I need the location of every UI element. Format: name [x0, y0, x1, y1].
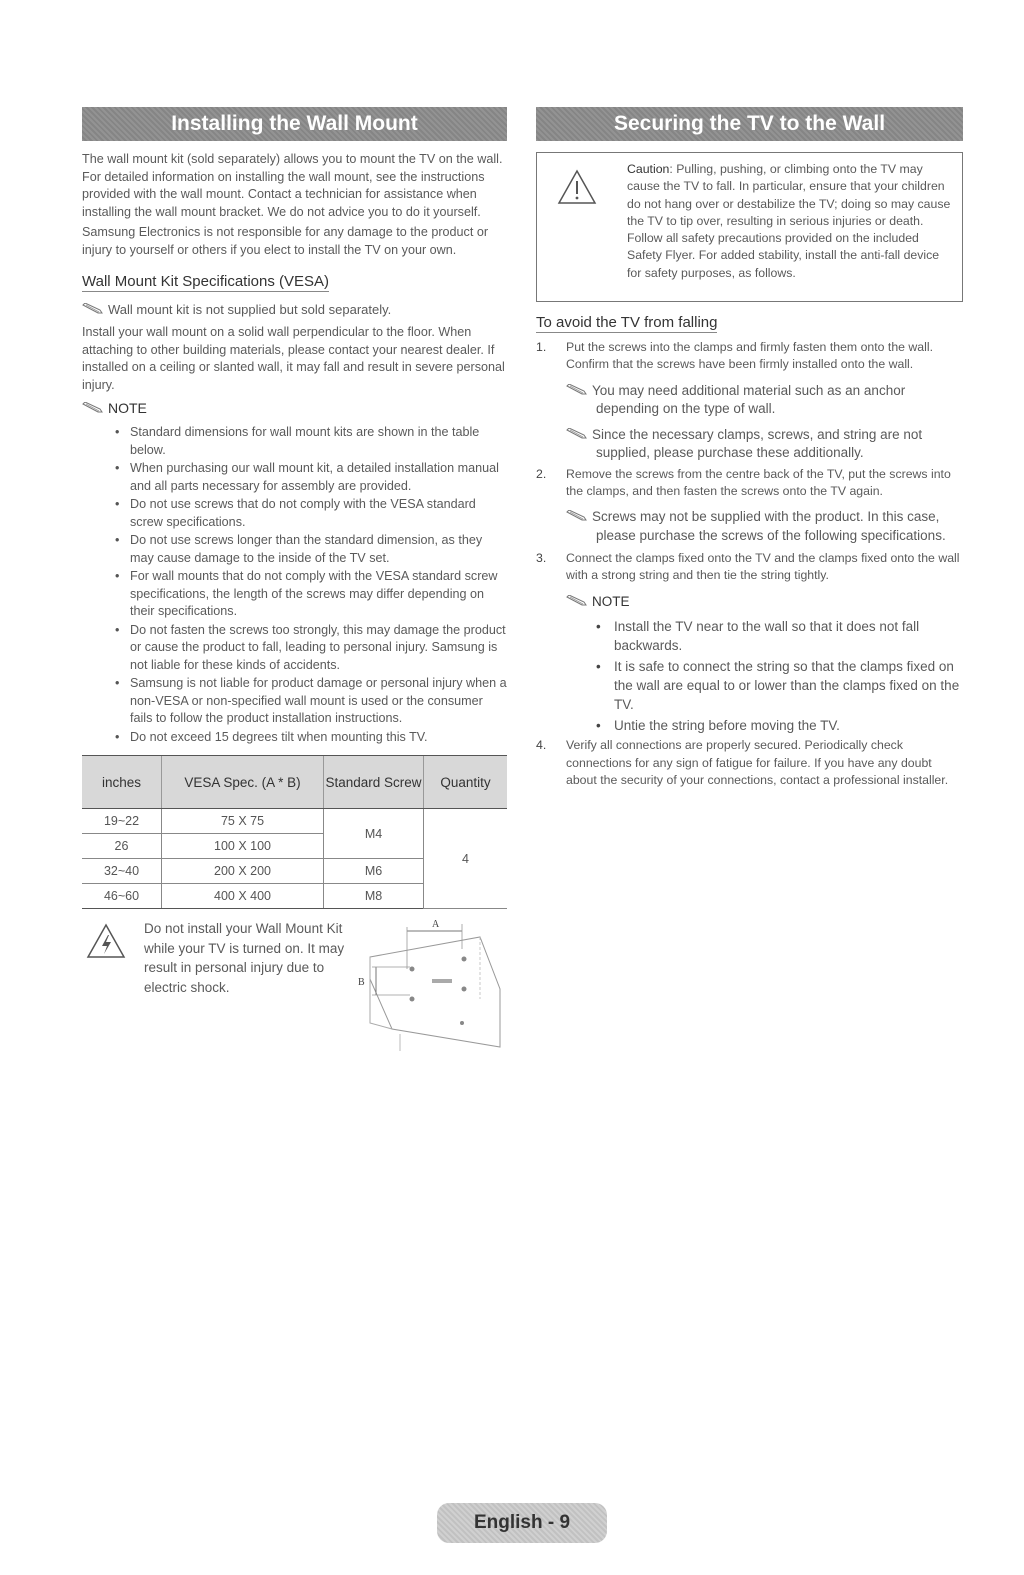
caution-box [536, 152, 963, 302]
table-cell-screw-m8: M8 [324, 884, 424, 909]
step-text: Remove the screws from the centre back of the TV, put the screws into the clamps, and then fasten the screws onto the TV again. [566, 466, 951, 498]
step-1 [536, 339, 963, 374]
note-text: You may need additional material such as an anchor depending on the type of wall. [592, 382, 906, 417]
note-pencil-icon [82, 401, 104, 418]
electric-shock-warning-icon [86, 923, 126, 964]
intro-paragraph-1: The wall mount kit (sold separately) allows you to mount the TV on the wall. For detailed information on installing the wall mount, see the instructions provided with the wall mount. Contact a technician for assistance when installing the wall mount bracket. We do not advice you to do it yourself. [82, 152, 503, 219]
note-pencil-icon [566, 427, 588, 445]
intro-paragraph-2: Samsung Electronics is not responsible for any damage to the product or injury to yourself or others if you elect to install the TV on your own. [82, 225, 489, 257]
list-item: • For wall mounts that do not comply with the VESA standard screw specifications, the length of the screws may differ depending on their specifications. [82, 568, 507, 621]
list-item: • Do not use screws that do not comply with the VESA standard screw specifications. [82, 496, 507, 531]
table-cell: 75 X 75 [162, 809, 324, 834]
table-header-inches: inches [82, 756, 162, 809]
shock-warning-block [82, 919, 507, 1069]
spec-section-title: Wall Mount Kit Specifications (VESA) [82, 273, 330, 290]
caution-paragraph [627, 161, 952, 282]
table-cell: 26 [82, 834, 162, 859]
steps-list [536, 550, 963, 585]
step-3 [536, 550, 963, 585]
diagram-label-b: B [358, 977, 365, 988]
left-column [82, 107, 507, 1069]
list-item: • When purchasing our wall mount kit, a detailed installation manual and all parts necessary for assembly are provided. [82, 460, 507, 495]
table-cell: 100 X 100 [162, 834, 324, 859]
note-text: Since the necessary clamps, screws, and string are not supplied, please purchase these additionally. [592, 426, 923, 461]
spec-bullet-list [82, 424, 507, 746]
step-text: Verify all connections are properly secured. Periodically check connections for any sign of fatigue for failure. If you have any doubt about the security of your connections, contact a professional installer. [566, 738, 949, 787]
steps-list [536, 466, 963, 501]
table-cell-quantity: 4 [424, 809, 508, 909]
section-banner-wall-mount: Installing the Wall Mount [82, 107, 507, 141]
table-header-screw: Standard Screw [324, 756, 424, 809]
table-cell: 200 X 200 [162, 859, 324, 884]
list-item: • Untie the string before moving the TV. [566, 716, 963, 735]
step-number: 1. [536, 340, 547, 354]
step-number: 4. [536, 738, 547, 753]
note-pencil-icon [566, 383, 588, 401]
table-cell: 32~40 [82, 859, 162, 884]
step2-note [566, 508, 963, 544]
caution-text: : Pulling, pushing, or climbing onto the TV may cause the TV to fall. In particular, ensure that your children do not hang over or destabilize the TV; doing so may cause the TV to tip over, resulting in serious injuries or death. Follow all safety precautions provided on the included Safety Flyer. For added stability, install the anti-fall device for safety purposes, as follows. [627, 162, 951, 280]
right-column [536, 107, 963, 789]
spec-note [82, 301, 507, 319]
list-item: • Standard dimensions for wall mount kits are shown in the table below. [82, 424, 507, 459]
list-item: • Do not use screws longer than the standard dimension, as they may cause damage to the inside of the TV set. [82, 532, 507, 567]
note-label: NOTE [108, 400, 147, 416]
wall-mount-diagram [352, 919, 502, 1059]
note-pencil-icon [566, 594, 588, 612]
table-header-vesa: VESA Spec. (A * B) [162, 756, 324, 809]
page-number-badge: English - 9 [437, 1503, 607, 1543]
table-header-row [82, 756, 507, 809]
spec-note-text: Wall mount kit is not supplied but sold separately. [108, 302, 392, 317]
table-header-quantity: Quantity [424, 756, 508, 809]
table-cell: 400 X 400 [162, 884, 324, 909]
diagram-label-a: A [432, 919, 440, 930]
steps-list [536, 339, 963, 374]
caution-warning-icon [557, 169, 597, 210]
spec-paragraph: Install your wall mount on a solid wall perpendicular to the floor. When attaching to other building materials, please contact your nearest dealer. If installed on a ceiling or slanted wall, it may fall and result in severe personal injury. [82, 325, 505, 392]
table-cell: 46~60 [82, 884, 162, 909]
section-banner-securing: Securing the TV to the Wall [536, 107, 963, 141]
step1-note-purchase [566, 426, 963, 462]
step-text: Put the screws into the clamps and firmly fasten them onto the wall. Confirm that the screws have been firmly installed onto the wall. [566, 340, 934, 372]
step3-note-heading [566, 593, 963, 612]
step1-note-anchor [566, 382, 963, 418]
note-heading [82, 400, 507, 418]
table-cell-screw-m6: M6 [324, 859, 424, 884]
step-text: Connect the clamps fixed onto the TV and the clamps fixed onto the wall with a strong string and then tie the string tightly. [566, 551, 960, 583]
step-2 [536, 466, 963, 501]
list-item: • Do not exceed 15 degrees tilt when mounting this TV. [82, 729, 507, 747]
note-text: Screws may not be supplied with the product. In this case, please purchase the screws of the following specifications. [592, 509, 946, 543]
list-item: • Samsung is not liable for product damage or personal injury when a non-VESA or non-specified wall mount is used or the consumer fails to follow the product installation instructions. [82, 675, 507, 728]
step-4 [536, 737, 963, 789]
note-pencil-icon [566, 509, 588, 527]
list-item: • It is safe to connect the string so that the clamps fixed on the wall are equal to or lower than the clamps fixed on the TV. [566, 657, 963, 714]
note-pencil-icon [82, 302, 104, 319]
avoid-falling-title: To avoid the TV from falling [536, 314, 718, 331]
step-number: 3. [536, 551, 547, 566]
list-item: • Do not fasten the screws too strongly, this may damage the product or cause the product to fall, leading to personal injury. Samsung is not liable for these kinds of accidents. [82, 622, 507, 675]
shock-warning-text: Do not install your Wall Mount Kit while your TV is turned on. It may result in personal injury due to electric shock. [144, 921, 345, 995]
caution-label: Caution [627, 162, 670, 176]
table-cell: 19~22 [82, 809, 162, 834]
note-label: NOTE [592, 593, 630, 609]
list-item: • Install the TV near to the wall so that it does not fall backwards. [566, 617, 963, 655]
step3-bullet-list [566, 617, 963, 735]
table-row [82, 809, 507, 834]
table-cell-screw-m4: M4 [324, 809, 424, 859]
step-number: 2. [536, 466, 547, 481]
steps-list [536, 737, 963, 789]
vesa-spec-table [82, 755, 507, 909]
